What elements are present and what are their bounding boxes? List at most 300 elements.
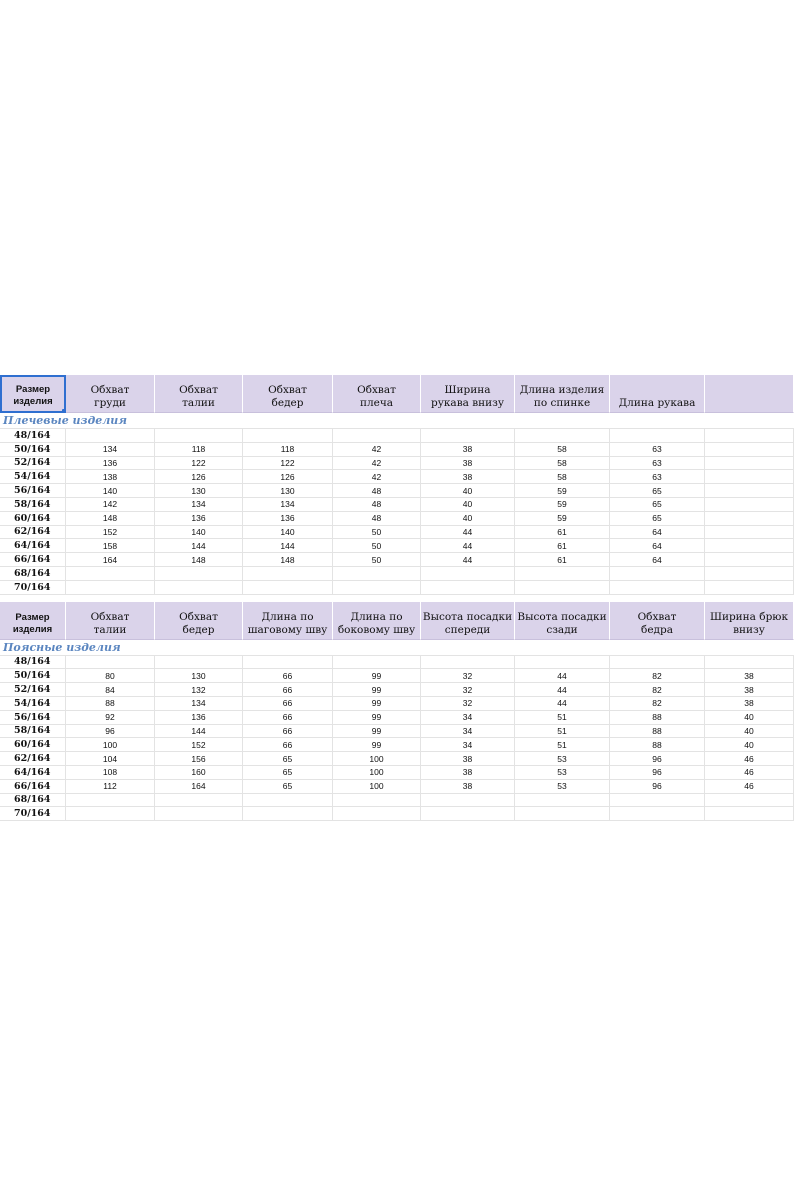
value-cell[interactable]: 40 bbox=[421, 512, 515, 526]
value-cell[interactable]: 48 bbox=[333, 498, 421, 512]
size-chart-sheet bbox=[0, 375, 794, 821]
value-cell[interactable]: 144 bbox=[155, 725, 243, 739]
value-cell[interactable]: 46 bbox=[705, 766, 794, 780]
header-line: талии bbox=[182, 397, 215, 409]
header-cell[interactable] bbox=[421, 375, 515, 413]
value-cell[interactable] bbox=[66, 581, 155, 595]
value-cell[interactable]: 44 bbox=[421, 539, 515, 553]
value-cell[interactable]: 138 bbox=[66, 470, 155, 484]
value-cell[interactable] bbox=[66, 567, 155, 581]
value-cell[interactable]: 160 bbox=[155, 766, 243, 780]
value-cell[interactable]: 44 bbox=[515, 697, 610, 711]
value-cell[interactable]: 130 bbox=[155, 484, 243, 498]
value-cell[interactable]: 136 bbox=[66, 457, 155, 471]
value-cell[interactable]: 44 bbox=[515, 683, 610, 697]
table-row bbox=[0, 794, 794, 808]
header-cell[interactable] bbox=[66, 375, 155, 413]
header-cell[interactable] bbox=[515, 602, 610, 640]
value-cell[interactable] bbox=[610, 581, 705, 595]
size-cell[interactable]: 66/164 bbox=[0, 553, 66, 567]
value-cell[interactable] bbox=[515, 794, 610, 808]
value-cell[interactable]: 144 bbox=[155, 539, 243, 553]
header-cell[interactable] bbox=[0, 375, 66, 413]
value-cell[interactable]: 100 bbox=[333, 752, 421, 766]
table-row bbox=[0, 443, 794, 457]
size-cell[interactable]: 58/164 bbox=[0, 725, 66, 739]
table-row bbox=[0, 539, 794, 553]
value-cell[interactable] bbox=[705, 567, 794, 581]
value-cell[interactable]: 38 bbox=[421, 443, 515, 457]
value-cell[interactable]: 59 bbox=[515, 484, 610, 498]
value-cell[interactable] bbox=[155, 807, 243, 821]
table-row bbox=[0, 725, 794, 739]
value-cell[interactable]: 46 bbox=[705, 752, 794, 766]
value-cell[interactable]: 92 bbox=[66, 711, 155, 725]
value-cell[interactable]: 32 bbox=[421, 669, 515, 683]
header-cell[interactable] bbox=[333, 602, 421, 640]
value-cell[interactable]: 66 bbox=[243, 725, 333, 739]
value-cell[interactable] bbox=[705, 512, 794, 526]
value-cell[interactable] bbox=[155, 581, 243, 595]
value-cell[interactable]: 156 bbox=[155, 752, 243, 766]
value-cell[interactable]: 130 bbox=[243, 484, 333, 498]
value-cell[interactable]: 48 bbox=[333, 484, 421, 498]
header-line: талии bbox=[93, 623, 127, 636]
value-cell[interactable]: 32 bbox=[421, 683, 515, 697]
value-cell[interactable] bbox=[515, 567, 610, 581]
value-cell[interactable]: 63 bbox=[610, 457, 705, 471]
header-line: Размер bbox=[15, 611, 50, 623]
size-cell[interactable]: 54/164 bbox=[0, 470, 66, 484]
value-cell[interactable]: 134 bbox=[155, 498, 243, 512]
header-line: изделия bbox=[12, 623, 53, 635]
value-cell[interactable]: 144 bbox=[243, 539, 333, 553]
value-cell[interactable]: 130 bbox=[155, 669, 243, 683]
value-cell[interactable] bbox=[610, 807, 705, 821]
value-cell[interactable]: 100 bbox=[66, 738, 155, 752]
waist-items-table bbox=[0, 602, 794, 822]
value-cell[interactable]: 96 bbox=[610, 780, 705, 794]
table-row bbox=[0, 669, 794, 683]
size-cell[interactable]: 68/164 bbox=[0, 794, 66, 808]
table-row bbox=[0, 752, 794, 766]
header-row bbox=[0, 602, 794, 640]
value-cell[interactable]: 148 bbox=[66, 512, 155, 526]
header-line: Обхват bbox=[637, 610, 677, 623]
table-row bbox=[0, 470, 794, 484]
value-cell[interactable]: 40 bbox=[421, 498, 515, 512]
value-cell[interactable]: 65 bbox=[610, 498, 705, 512]
table-row bbox=[0, 526, 794, 540]
value-cell[interactable] bbox=[610, 794, 705, 808]
value-cell[interactable]: 148 bbox=[243, 553, 333, 567]
size-cell[interactable]: 62/164 bbox=[0, 526, 66, 540]
header-cell[interactable] bbox=[243, 375, 333, 413]
table-row bbox=[0, 780, 794, 794]
value-cell[interactable]: 38 bbox=[421, 470, 515, 484]
value-cell[interactable]: 136 bbox=[243, 512, 333, 526]
header-cell[interactable] bbox=[66, 602, 155, 640]
value-cell[interactable] bbox=[421, 656, 515, 670]
value-cell[interactable]: 132 bbox=[155, 683, 243, 697]
value-cell[interactable] bbox=[515, 429, 610, 443]
value-cell[interactable] bbox=[333, 656, 421, 670]
value-cell[interactable]: 44 bbox=[515, 669, 610, 683]
value-cell[interactable]: 88 bbox=[610, 738, 705, 752]
value-cell[interactable]: 80 bbox=[66, 669, 155, 683]
value-cell[interactable] bbox=[66, 807, 155, 821]
value-cell[interactable]: 134 bbox=[155, 697, 243, 711]
value-cell[interactable]: 99 bbox=[333, 711, 421, 725]
value-cell[interactable] bbox=[155, 567, 243, 581]
header-line: бедер bbox=[182, 623, 215, 636]
size-cell[interactable]: 58/164 bbox=[0, 498, 66, 512]
value-cell[interactable]: 50 bbox=[333, 526, 421, 540]
value-cell[interactable]: 122 bbox=[243, 457, 333, 471]
value-cell[interactable]: 99 bbox=[333, 669, 421, 683]
value-cell[interactable] bbox=[421, 581, 515, 595]
value-cell[interactable]: 148 bbox=[155, 553, 243, 567]
size-cell[interactable]: 50/164 bbox=[0, 443, 66, 457]
value-cell[interactable] bbox=[243, 794, 333, 808]
value-cell[interactable]: 88 bbox=[610, 725, 705, 739]
value-cell[interactable]: 136 bbox=[155, 512, 243, 526]
value-cell[interactable]: 63 bbox=[610, 470, 705, 484]
header-line: Длина по bbox=[261, 610, 314, 623]
header-line: Высота посадки bbox=[422, 610, 513, 623]
table-row bbox=[0, 656, 794, 670]
value-cell[interactable] bbox=[421, 807, 515, 821]
value-cell[interactable] bbox=[155, 794, 243, 808]
header-cell[interactable] bbox=[155, 375, 243, 413]
value-cell[interactable]: 99 bbox=[333, 738, 421, 752]
value-cell[interactable] bbox=[515, 581, 610, 595]
value-cell[interactable] bbox=[243, 567, 333, 581]
value-cell[interactable] bbox=[610, 656, 705, 670]
value-cell[interactable]: 99 bbox=[333, 683, 421, 697]
value-cell[interactable]: 51 bbox=[515, 711, 610, 725]
table-row bbox=[0, 498, 794, 512]
size-cell[interactable]: 70/164 bbox=[0, 581, 66, 595]
size-cell[interactable]: 52/164 bbox=[0, 683, 66, 697]
value-cell[interactable]: 53 bbox=[515, 752, 610, 766]
header-line: изделия bbox=[13, 396, 53, 407]
size-cell[interactable]: 56/164 bbox=[0, 711, 66, 725]
header-line: Размер bbox=[15, 384, 51, 395]
header-line: Обхват bbox=[268, 384, 307, 396]
value-cell[interactable] bbox=[705, 553, 794, 567]
value-cell[interactable]: 64 bbox=[610, 539, 705, 553]
header-line: сзади bbox=[546, 623, 578, 636]
value-cell[interactable] bbox=[243, 581, 333, 595]
header-cell[interactable] bbox=[610, 375, 705, 413]
header-line: Обхват bbox=[90, 384, 130, 396]
value-cell[interactable]: 38 bbox=[705, 683, 794, 697]
table-gap bbox=[0, 595, 794, 602]
value-cell[interactable]: 84 bbox=[66, 683, 155, 697]
header-cell[interactable] bbox=[705, 375, 794, 413]
value-cell[interactable]: 104 bbox=[66, 752, 155, 766]
value-cell[interactable] bbox=[243, 429, 333, 443]
table-row bbox=[0, 711, 794, 725]
value-cell[interactable]: 99 bbox=[333, 725, 421, 739]
value-cell[interactable]: 99 bbox=[333, 697, 421, 711]
value-cell[interactable]: 152 bbox=[155, 738, 243, 752]
size-cell[interactable]: 56/164 bbox=[0, 484, 66, 498]
selection-fill-handle[interactable] bbox=[62, 409, 66, 413]
value-cell[interactable]: 38 bbox=[421, 457, 515, 471]
value-cell[interactable] bbox=[66, 794, 155, 808]
header-cell[interactable] bbox=[333, 375, 421, 413]
value-cell[interactable]: 66 bbox=[243, 683, 333, 697]
value-cell[interactable] bbox=[155, 429, 243, 443]
value-cell[interactable] bbox=[333, 794, 421, 808]
header-line: Обхват bbox=[90, 610, 130, 623]
value-cell[interactable]: 65 bbox=[610, 484, 705, 498]
value-cell[interactable]: 134 bbox=[243, 498, 333, 512]
value-cell[interactable] bbox=[705, 581, 794, 595]
size-cell[interactable]: 66/164 bbox=[0, 780, 66, 794]
value-cell[interactable] bbox=[515, 656, 610, 670]
value-cell[interactable]: 164 bbox=[66, 553, 155, 567]
value-cell[interactable] bbox=[66, 656, 155, 670]
header-line: Обхват bbox=[357, 384, 396, 396]
header-line: шаговому шву bbox=[247, 623, 328, 636]
value-cell[interactable]: 100 bbox=[333, 766, 421, 780]
size-cell[interactable]: 64/164 bbox=[0, 539, 66, 553]
table-row bbox=[0, 766, 794, 780]
value-cell[interactable] bbox=[155, 656, 243, 670]
value-cell[interactable]: 65 bbox=[243, 752, 333, 766]
value-cell[interactable]: 42 bbox=[333, 457, 421, 471]
header-row bbox=[0, 375, 794, 413]
value-cell[interactable]: 96 bbox=[66, 725, 155, 739]
value-cell[interactable]: 118 bbox=[155, 443, 243, 457]
value-cell[interactable]: 44 bbox=[421, 553, 515, 567]
value-cell[interactable]: 140 bbox=[243, 526, 333, 540]
value-cell[interactable]: 38 bbox=[421, 752, 515, 766]
value-cell[interactable]: 53 bbox=[515, 780, 610, 794]
header-cell[interactable] bbox=[421, 602, 515, 640]
value-cell[interactable]: 136 bbox=[155, 711, 243, 725]
size-cell[interactable]: 62/164 bbox=[0, 752, 66, 766]
value-cell[interactable]: 82 bbox=[610, 669, 705, 683]
value-cell[interactable]: 164 bbox=[155, 780, 243, 794]
value-cell[interactable]: 134 bbox=[66, 443, 155, 457]
value-cell[interactable]: 42 bbox=[333, 443, 421, 457]
value-cell[interactable]: 38 bbox=[421, 766, 515, 780]
value-cell[interactable] bbox=[610, 429, 705, 443]
size-cell[interactable]: 64/164 bbox=[0, 766, 66, 780]
header-cell[interactable] bbox=[515, 375, 610, 413]
header-line: груди bbox=[94, 397, 126, 409]
value-cell[interactable]: 158 bbox=[66, 539, 155, 553]
value-cell[interactable]: 100 bbox=[333, 780, 421, 794]
value-cell[interactable]: 32 bbox=[421, 697, 515, 711]
shoulder-items-table bbox=[0, 375, 794, 595]
table-row bbox=[0, 567, 794, 581]
value-cell[interactable] bbox=[515, 807, 610, 821]
value-cell[interactable]: 66 bbox=[243, 711, 333, 725]
value-cell[interactable] bbox=[243, 807, 333, 821]
value-cell[interactable]: 126 bbox=[155, 470, 243, 484]
value-cell[interactable]: 53 bbox=[515, 766, 610, 780]
header-line: Обхват bbox=[179, 384, 218, 396]
size-cell[interactable]: 68/164 bbox=[0, 567, 66, 581]
value-cell[interactable]: 64 bbox=[610, 553, 705, 567]
header-line: бедер bbox=[271, 397, 304, 409]
header-line: Длина рукава bbox=[618, 397, 696, 409]
value-cell[interactable]: 112 bbox=[66, 780, 155, 794]
value-cell[interactable] bbox=[705, 794, 794, 808]
header-line: Ширина брюк bbox=[709, 610, 789, 623]
size-cell[interactable]: 48/164 bbox=[0, 429, 66, 443]
header-line: Длина по bbox=[350, 610, 403, 623]
value-cell[interactable] bbox=[705, 457, 794, 471]
value-cell[interactable]: 34 bbox=[421, 725, 515, 739]
header-cell[interactable] bbox=[610, 602, 705, 640]
value-cell[interactable]: 34 bbox=[421, 711, 515, 725]
value-cell[interactable]: 96 bbox=[610, 766, 705, 780]
table-row bbox=[0, 553, 794, 567]
value-cell[interactable]: 65 bbox=[243, 766, 333, 780]
value-cell[interactable]: 126 bbox=[243, 470, 333, 484]
value-cell[interactable]: 51 bbox=[515, 725, 610, 739]
value-cell[interactable] bbox=[66, 429, 155, 443]
value-cell[interactable]: 40 bbox=[705, 725, 794, 739]
value-cell[interactable]: 58 bbox=[515, 470, 610, 484]
header-cell[interactable] bbox=[155, 602, 243, 640]
value-cell[interactable]: 82 bbox=[610, 683, 705, 697]
value-cell[interactable] bbox=[243, 656, 333, 670]
value-cell[interactable]: 61 bbox=[515, 539, 610, 553]
value-cell[interactable]: 59 bbox=[515, 498, 610, 512]
value-cell[interactable] bbox=[421, 429, 515, 443]
value-cell[interactable] bbox=[705, 484, 794, 498]
table-row bbox=[0, 512, 794, 526]
value-cell[interactable]: 118 bbox=[243, 443, 333, 457]
value-cell[interactable] bbox=[333, 581, 421, 595]
value-cell[interactable]: 96 bbox=[610, 752, 705, 766]
header-line: Ширина bbox=[444, 384, 491, 396]
value-cell[interactable]: 40 bbox=[421, 484, 515, 498]
value-cell[interactable]: 122 bbox=[155, 457, 243, 471]
size-cell[interactable]: 50/164 bbox=[0, 669, 66, 683]
value-cell[interactable]: 38 bbox=[421, 780, 515, 794]
value-cell[interactable] bbox=[333, 567, 421, 581]
header-line: спереди bbox=[444, 623, 491, 636]
value-cell[interactable] bbox=[421, 567, 515, 581]
value-cell[interactable] bbox=[333, 429, 421, 443]
value-cell[interactable]: 142 bbox=[66, 498, 155, 512]
table-row bbox=[0, 457, 794, 471]
value-cell[interactable]: 46 bbox=[705, 780, 794, 794]
table-row bbox=[0, 807, 794, 821]
value-cell[interactable]: 152 bbox=[66, 526, 155, 540]
value-cell[interactable]: 61 bbox=[515, 553, 610, 567]
size-cell[interactable]: 48/164 bbox=[0, 656, 66, 670]
value-cell[interactable]: 58 bbox=[515, 457, 610, 471]
size-cell[interactable]: 52/164 bbox=[0, 457, 66, 471]
header-line: плеча bbox=[359, 397, 394, 409]
header-line: Длина изделия bbox=[519, 384, 605, 396]
value-cell[interactable] bbox=[705, 498, 794, 512]
value-cell[interactable]: 58 bbox=[515, 443, 610, 457]
size-cell[interactable]: 60/164 bbox=[0, 738, 66, 752]
size-cell[interactable]: 70/164 bbox=[0, 807, 66, 821]
value-cell[interactable]: 108 bbox=[66, 766, 155, 780]
value-cell[interactable] bbox=[705, 470, 794, 484]
value-cell[interactable] bbox=[421, 794, 515, 808]
table-row bbox=[0, 697, 794, 711]
value-cell[interactable] bbox=[705, 656, 794, 670]
value-cell[interactable]: 88 bbox=[66, 697, 155, 711]
value-cell[interactable]: 40 bbox=[705, 738, 794, 752]
header-line: рукава внизу bbox=[430, 397, 505, 409]
value-cell[interactable]: 65 bbox=[610, 512, 705, 526]
header-line: по спинке bbox=[533, 397, 591, 409]
table-row bbox=[0, 738, 794, 752]
value-cell[interactable]: 50 bbox=[333, 539, 421, 553]
header-cell[interactable] bbox=[243, 602, 333, 640]
value-cell[interactable]: 44 bbox=[421, 526, 515, 540]
table-row bbox=[0, 429, 794, 443]
value-cell[interactable]: 40 bbox=[705, 711, 794, 725]
table-row bbox=[0, 484, 794, 498]
value-cell[interactable]: 82 bbox=[610, 697, 705, 711]
size-cell[interactable]: 54/164 bbox=[0, 697, 66, 711]
value-cell[interactable]: 34 bbox=[421, 738, 515, 752]
value-cell[interactable] bbox=[610, 567, 705, 581]
value-cell[interactable]: 63 bbox=[610, 443, 705, 457]
header-line: бедра bbox=[641, 623, 673, 636]
section-title: Плечевые изделия bbox=[0, 413, 794, 429]
value-cell[interactable]: 66 bbox=[243, 738, 333, 752]
value-cell[interactable]: 48 bbox=[333, 512, 421, 526]
value-cell[interactable]: 140 bbox=[155, 526, 243, 540]
value-cell[interactable] bbox=[705, 539, 794, 553]
table-row bbox=[0, 683, 794, 697]
value-cell[interactable]: 64 bbox=[610, 526, 705, 540]
value-cell[interactable]: 140 bbox=[66, 484, 155, 498]
header-cell[interactable] bbox=[705, 602, 794, 640]
value-cell[interactable]: 61 bbox=[515, 526, 610, 540]
value-cell[interactable] bbox=[705, 807, 794, 821]
value-cell[interactable]: 65 bbox=[243, 780, 333, 794]
value-cell[interactable]: 51 bbox=[515, 738, 610, 752]
header-line: Высота посадки bbox=[517, 610, 607, 623]
value-cell[interactable]: 88 bbox=[610, 711, 705, 725]
table-row bbox=[0, 581, 794, 595]
header-cell[interactable] bbox=[0, 602, 66, 640]
value-cell[interactable]: 42 bbox=[333, 470, 421, 484]
value-cell[interactable] bbox=[705, 526, 794, 540]
header-line: боковому шву bbox=[337, 623, 416, 636]
value-cell[interactable]: 50 bbox=[333, 553, 421, 567]
section-title: Поясные изделия bbox=[0, 640, 794, 656]
value-cell[interactable]: 66 bbox=[243, 697, 333, 711]
value-cell[interactable] bbox=[333, 807, 421, 821]
value-cell[interactable] bbox=[705, 429, 794, 443]
size-cell[interactable]: 60/164 bbox=[0, 512, 66, 526]
value-cell[interactable]: 38 bbox=[705, 697, 794, 711]
header-line: Обхват bbox=[179, 610, 218, 623]
header-line: внизу bbox=[733, 623, 765, 636]
value-cell[interactable] bbox=[705, 443, 794, 457]
value-cell[interactable]: 66 bbox=[243, 669, 333, 683]
value-cell[interactable]: 38 bbox=[705, 669, 794, 683]
value-cell[interactable]: 59 bbox=[515, 512, 610, 526]
